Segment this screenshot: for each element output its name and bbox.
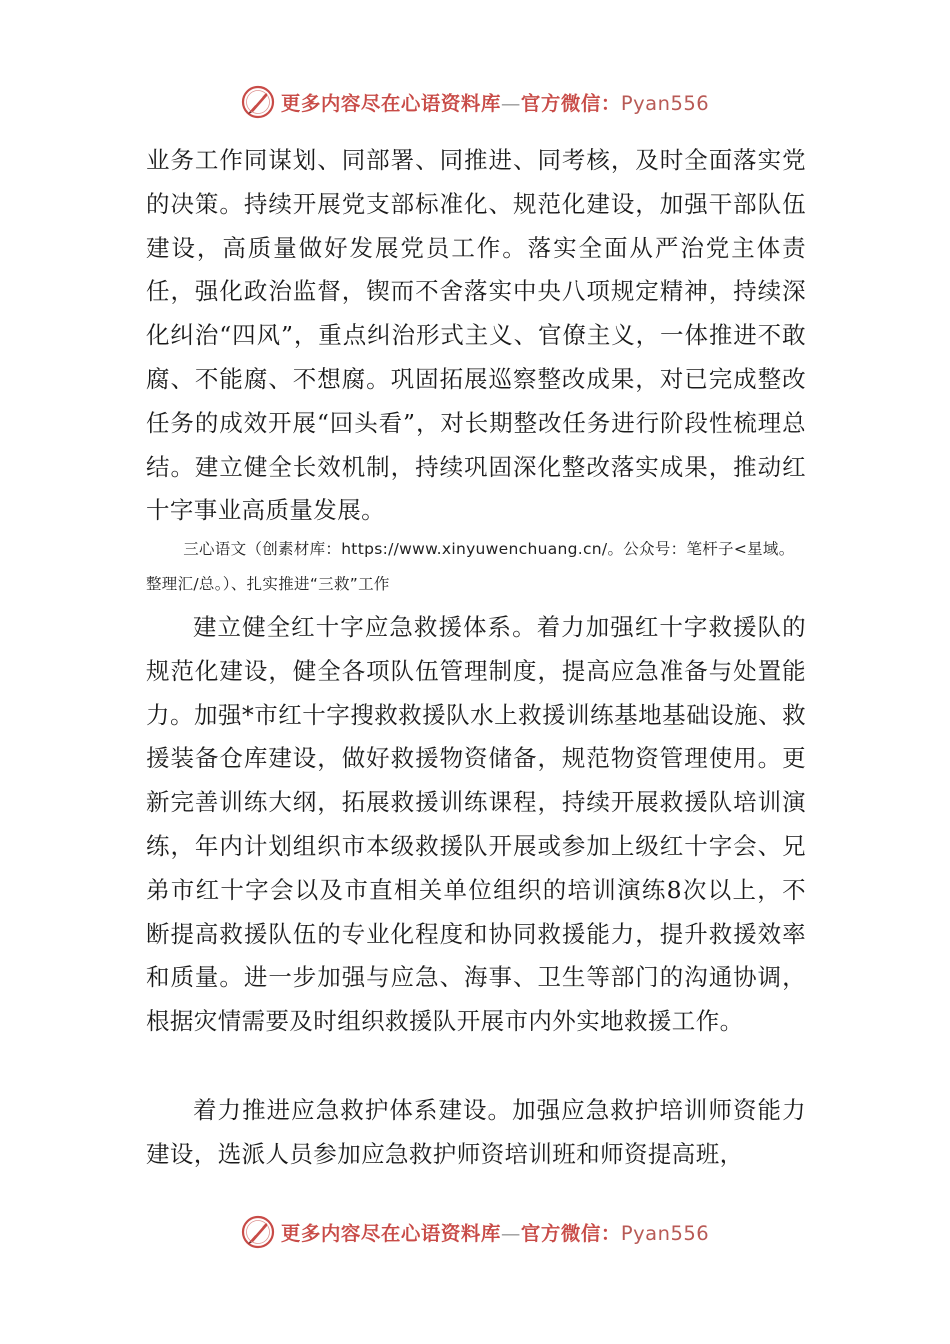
paragraph-1: 业务工作同谋划、同部署、同推进、同考核，及时全面落实党的决策。持续开展党支部标准化、规范化建设，加强干部队伍建设，高质量做好发展党员工作。落实全面从严治党主体责任，强化政治监督，锲而不舍落实中央八项规定精神，持续深化纠治“四风”，重点纠治形式主义、官僚主义，一体推进不敢腐、不能腐、不想腐。巩固拓展巡察整改成果，对已完成整改任务的成效开展“回头看”，对长期整改任务进行阶段性梳理总结。建立健全长效机制，持续巩固深化整改落实成果，推动红十字事业高质量发展。 bbox=[146, 146, 806, 525]
banner-suffix-text: 官方微信： bbox=[520, 92, 621, 115]
banner-suffix-text: 官方微信： bbox=[520, 1222, 621, 1245]
banner-main-text: 更多内容尽在心语资料库 bbox=[280, 1222, 501, 1245]
paragraph-2-block bbox=[146, 606, 806, 1044]
banner-text bbox=[281, 88, 709, 116]
banner-separator: — bbox=[500, 92, 521, 115]
banner-main-text: 更多内容尽在心语资料库 bbox=[280, 92, 501, 115]
paragraph-3: 着力推进应急救护体系建设。加强应急救护培训师资能力建设，选派人员参加应急救护师资培训班和师资提高班， bbox=[146, 1096, 806, 1168]
header-banner[interactable] bbox=[0, 82, 950, 122]
paragraph-3-block bbox=[146, 1089, 806, 1177]
banner-wechat-handle: Pyan556 bbox=[620, 92, 710, 115]
banner-separator: — bbox=[500, 1222, 521, 1245]
pen-feather-logo-icon bbox=[241, 1215, 275, 1249]
footer-banner[interactable] bbox=[0, 1212, 950, 1252]
source-note: 三心语文（创素材库：https://www.xinyuwenchuang.cn/。公众号：笔杆子<星域。整理汇/总。）、扎实推进“三救”工作 bbox=[146, 540, 795, 593]
pen-feather-logo-icon bbox=[241, 85, 275, 119]
banner-wechat-handle: Pyan556 bbox=[620, 1222, 710, 1245]
paragraph-2: 建立健全红十字应急救援体系。着力加强红十字救援队的规范化建设，健全各项队伍管理制度，提高应急准备与处置能力。加强*市红十字搜救救援队水上救援训练基地基础设施、救援装备仓库建设，做好救援物资储备，规范物资管理使用。更新完善训练大纲，拓展救援训练课程，持续开展救援队培训演练，年内计划组织市本级救援队开展或参加上级红十字会、兄弟市红十字会以及市直相关单位组织的培训演练8次以上，不断提高救援队伍的专业化程度和协同救援能力，提升救援效率和质量。进一步加强与应急、海事、卫生等部门的沟通协调，根据灾情需要及时组织救援队开展市内外实地救援工作。 bbox=[146, 613, 806, 1036]
paragraph-1-block bbox=[146, 139, 806, 533]
banner-text bbox=[281, 1218, 709, 1246]
